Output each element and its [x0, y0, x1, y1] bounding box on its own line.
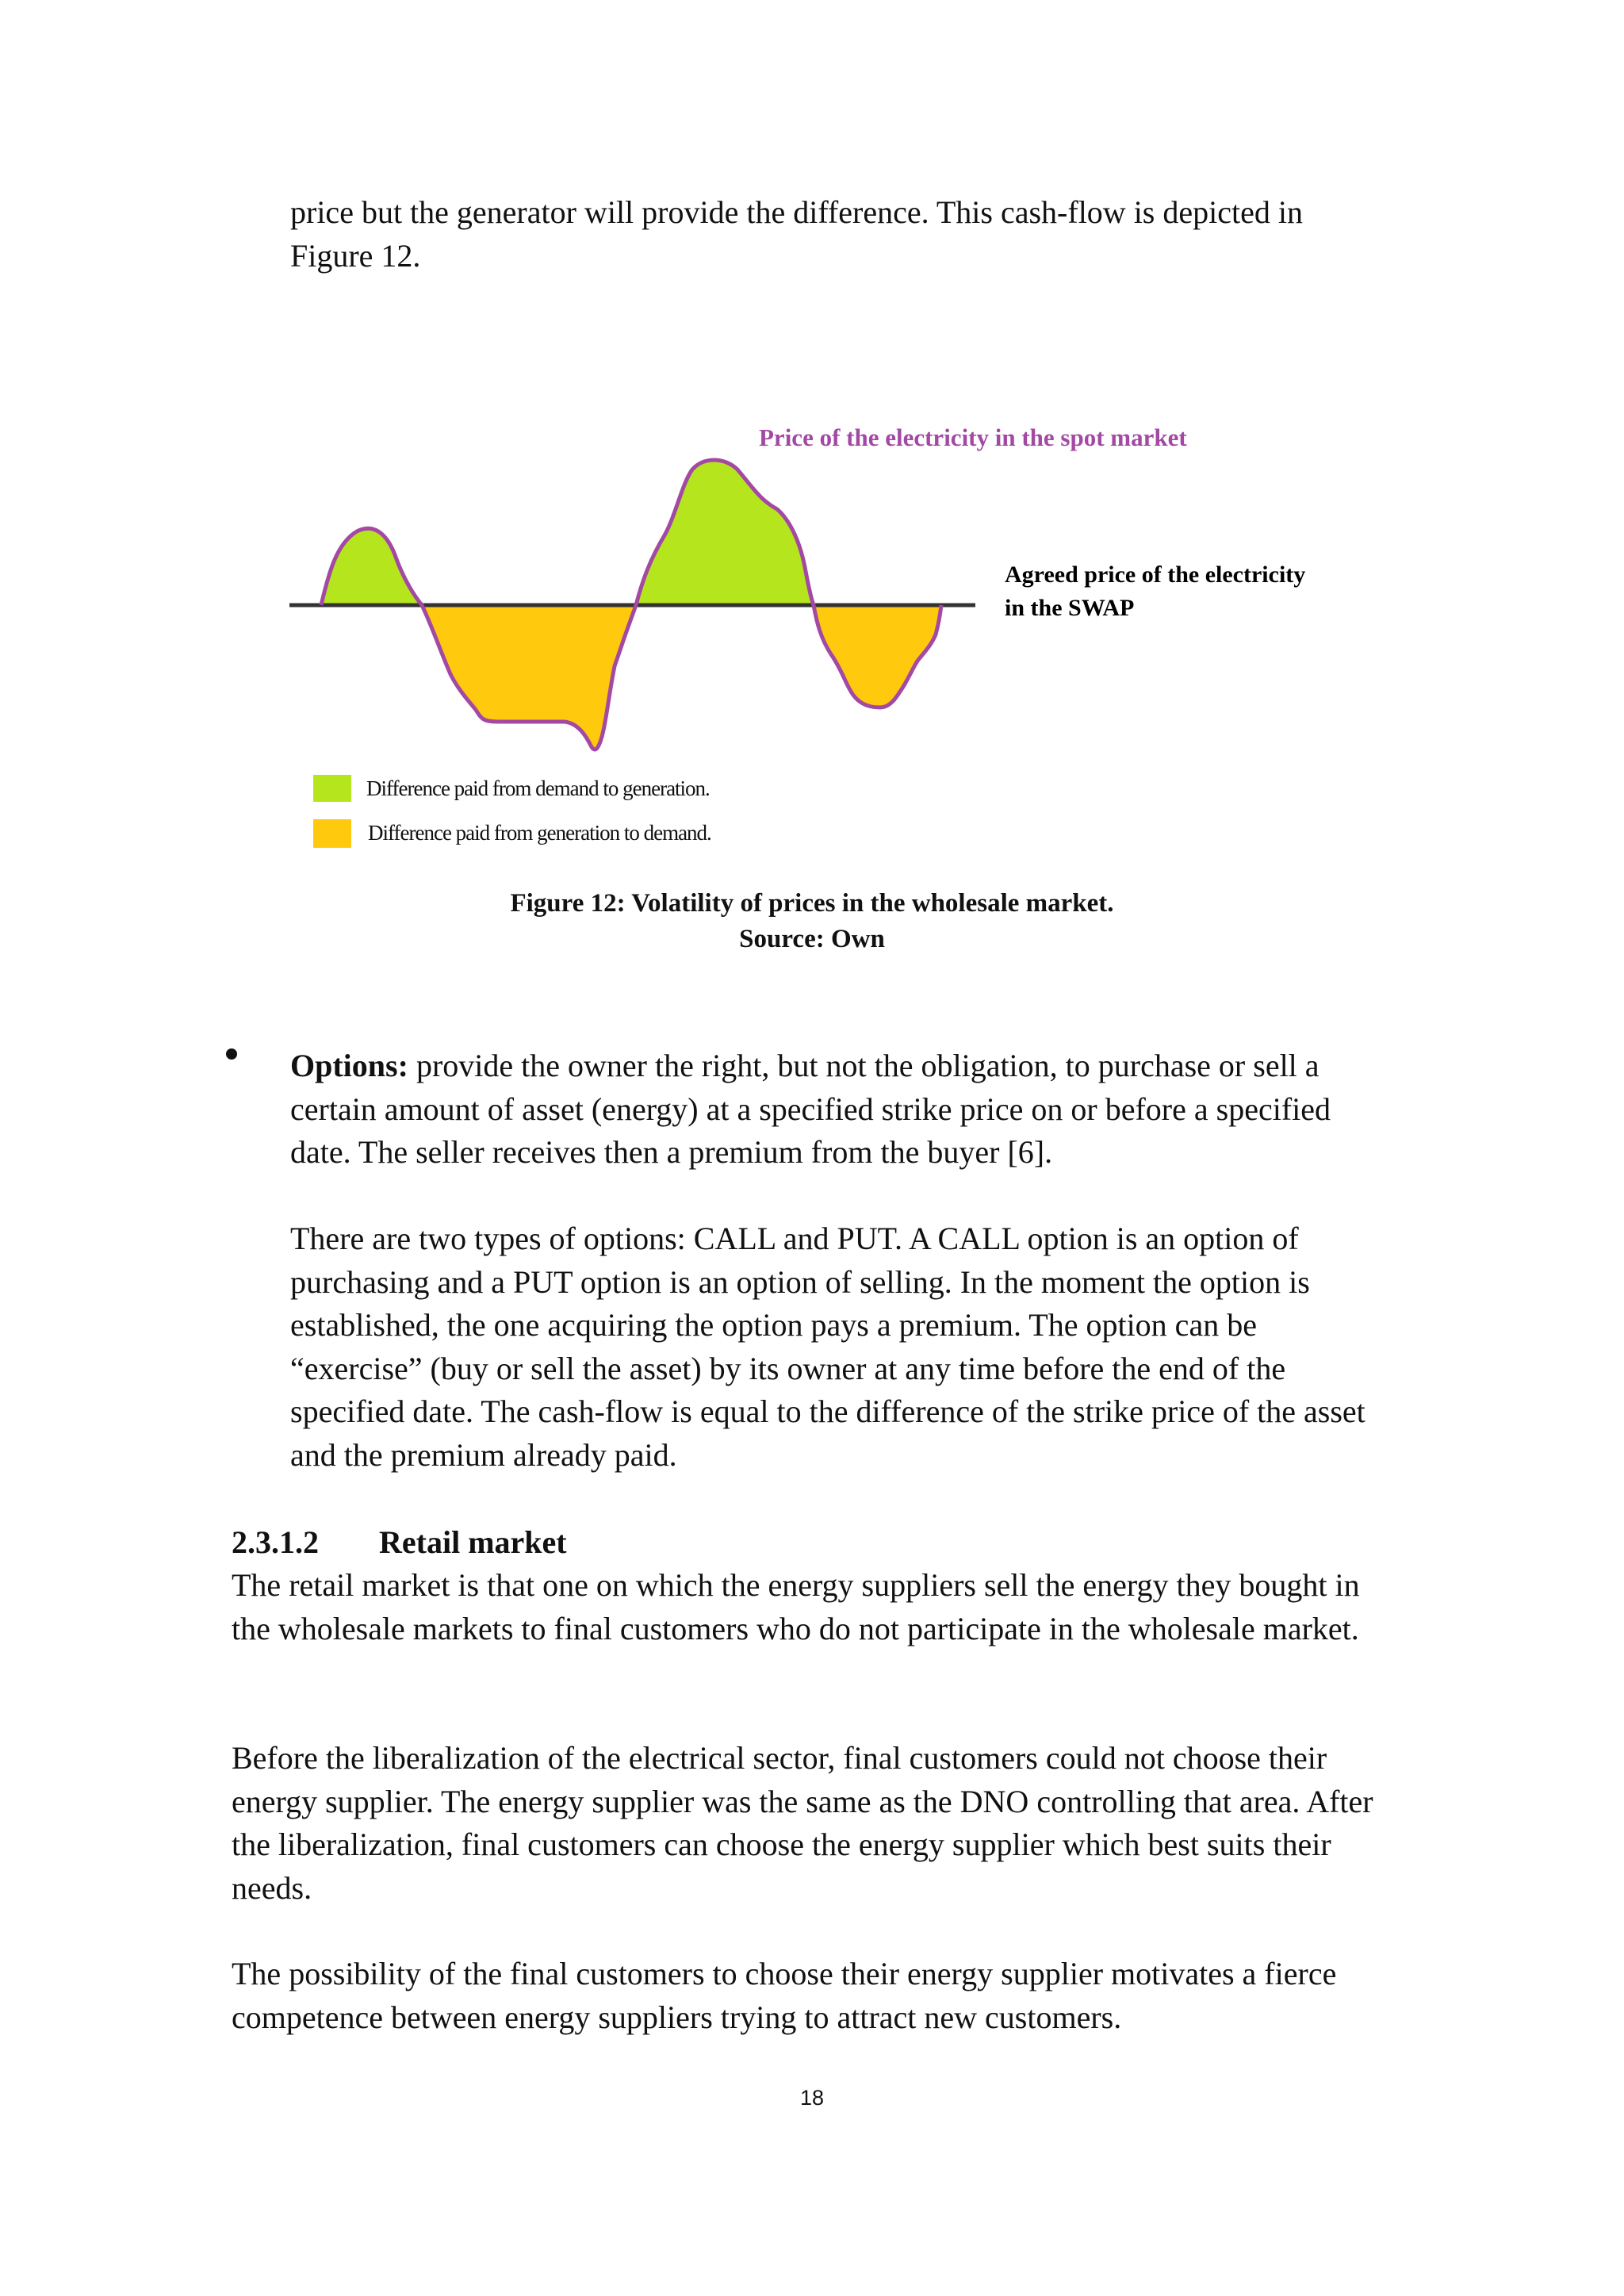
figure-caption-line1: Figure 12: Volatility of prices in the wholesale market.: [510, 889, 1114, 918]
intro-paragraph: price but the generator will provide the difference. This cash-flow is depicted in Figure 12.: [290, 194, 1303, 274]
retail-paragraph-3: The possibility of the final customers to choose their energy supplier motivates a fierce competence between energy suppliers trying to attract new customers.: [232, 1956, 1337, 2035]
options-types-paragraph: There are two types of options: CALL and PUT. A CALL option is an option of purchasing and a PUT option is an option of selling. In the moment the option is established, the one acquiring the option pays a premium. The option can be “exercise” (buy or sell the asset) by its owner at any time before the end of the specified date. The cash-flow is equal to the difference of the strike price of the asset and the premium already paid.: [290, 1221, 1365, 1473]
swap-price-label-line1: Agreed price of the electricity: [1005, 562, 1306, 588]
swap-price-label-line2: in the SWAP: [1005, 595, 1135, 621]
page-number: 18: [799, 2086, 825, 2110]
legend-label-green: Difference paid from demand to generation.: [366, 776, 710, 800]
section-number: 2.3.1.2: [232, 1524, 319, 1560]
retail-paragraph-2: Before the liberalization of the electrical sector, final customers could not choose their energy supplier. The energy supplier was the same as the DNO controlling that area. After the liberalization, final customers can choose the energy supplier which best suits their needs.: [232, 1740, 1373, 1906]
spot-above-fill-1: [321, 528, 422, 605]
section-heading: [232, 1521, 567, 1564]
options-definition: provide the owner the right, but not the obligation, to purchase or sell a certain amount of asset (energy) at a specified strike price on or before a specified date. The seller receives then a premium from the buyer [6].: [290, 1048, 1331, 1170]
bullet-icon: [226, 1048, 237, 1060]
options-paragraph: [290, 1045, 1392, 1175]
spot-above-fill-2: [636, 460, 814, 605]
legend-label-yellow: Difference paid from generation to demand.: [368, 821, 711, 845]
spot-price-label: Price of the electricity in the spot market: [759, 424, 1187, 451]
figure-caption-line2: Source: Own: [739, 925, 885, 953]
price-volatility-figure: [270, 412, 1380, 864]
legend-swatch-yellow: [313, 819, 351, 848]
options-term: Options:: [290, 1048, 408, 1083]
legend-swatch-green: [313, 775, 351, 802]
section-title: Retail market: [379, 1524, 567, 1560]
retail-paragraph-1: The retail market is that one on which the energy suppliers sell the energy they bought in the wholesale markets to final customers who do not participate in the wholesale market.: [232, 1567, 1360, 1646]
